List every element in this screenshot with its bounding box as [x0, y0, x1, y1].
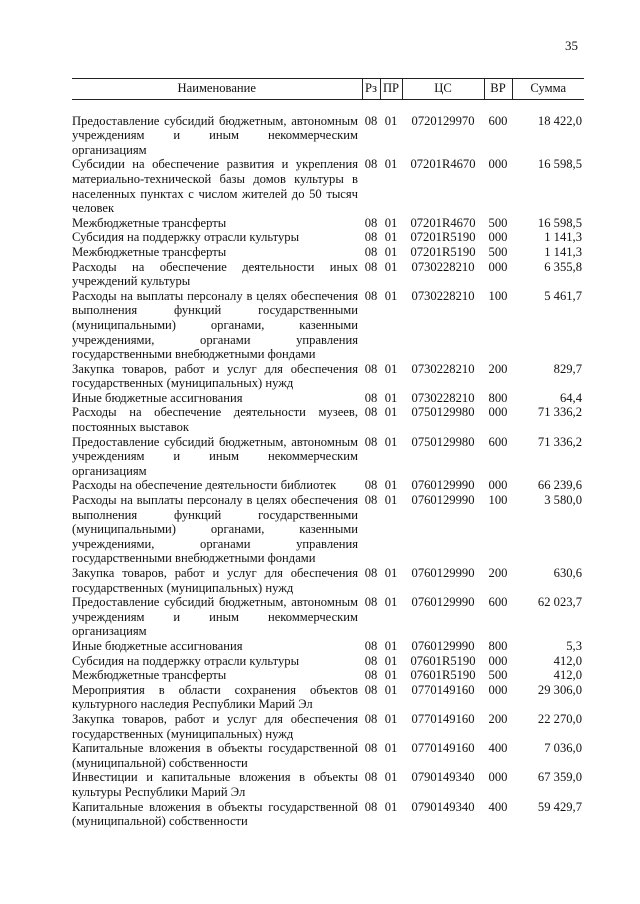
cell-name: Межбюджетные трансферты	[72, 668, 227, 683]
cell-pr: 01	[384, 638, 398, 653]
cell-rz: 08	[364, 230, 378, 245]
cell-vr: 800	[488, 638, 508, 653]
cell-cs: 0760129990	[411, 566, 475, 580]
cell-sum: 16 598,5	[537, 215, 582, 230]
cell-name: Капитальные вложения в объекты государственной (муниципальной) собственности	[72, 799, 358, 829]
cell-sum: 5 461,7	[544, 288, 582, 303]
cell-vr: 000	[488, 259, 508, 274]
cell-rz: 08	[364, 434, 378, 449]
table-row	[72, 478, 584, 493]
cell-name: Закупка товаров, работ и услуг для обеспечения государственных (муниципальных) нужд	[72, 361, 358, 391]
cell-sum: 59 429,7	[537, 799, 582, 814]
cell-vr: 000	[488, 653, 508, 668]
cell-vr: 100	[488, 493, 508, 508]
table-row	[72, 230, 584, 245]
cell-vr: 500	[488, 668, 508, 683]
table-row	[72, 668, 584, 683]
table-row	[72, 245, 584, 260]
cell-sum: 5,3	[566, 638, 582, 653]
table-row	[72, 595, 584, 639]
table-row	[72, 99, 584, 157]
cell-name: Предоставление субсидий бюджетным, автономным учреждениям и иным некоммерческим организациям	[72, 113, 358, 157]
cell-rz: 08	[364, 157, 378, 172]
header-vr: ВР	[484, 79, 512, 100]
cell-name: Мероприятия в области сохранения объектов культурного наследия Республики Марий Эл	[72, 682, 358, 712]
table-row	[72, 683, 584, 712]
cell-sum: 22 270,0	[537, 711, 582, 726]
cell-cs: 0730228210	[411, 288, 475, 303]
cell-name: Межбюджетные трансферты	[72, 244, 227, 259]
cell-sum: 412,0	[553, 668, 582, 683]
cell-name: Расходы на обеспечение деятельности иных учреждений культуры	[72, 259, 358, 289]
cell-sum: 67 359,0	[537, 770, 582, 785]
cell-pr: 01	[384, 434, 398, 449]
cell-sum: 829,7	[553, 361, 582, 376]
cell-rz: 08	[364, 288, 378, 303]
table-body	[72, 99, 584, 829]
cell-vr: 000	[488, 770, 508, 785]
cell-cs: 0790149340	[411, 799, 475, 814]
cell-name: Предоставление субсидий бюджетным, автономным учреждениям и иным некоммерческим организациям	[72, 595, 358, 639]
cell-rz: 08	[364, 361, 378, 376]
cell-name: Расходы на выплаты персоналу в целях обеспечения выполнения функций государственными (муниципальными) органами, казенными учреждениями, органами управления государственными внебюджетными фондами	[72, 288, 358, 362]
table-row	[72, 216, 584, 231]
table-row	[72, 654, 584, 669]
cell-name: Субсидии на обеспечение развития и укрепления материально-технической базы домов культуры в населенных пунктах с числом жителей до 50 тысяч человек	[72, 157, 358, 216]
cell-cs: 0760129990	[411, 478, 475, 493]
table-row	[72, 260, 584, 289]
table-row	[72, 289, 584, 362]
cell-name: Иные бюджетные ассигнования	[72, 390, 243, 405]
cell-pr: 01	[384, 711, 398, 726]
cell-rz: 08	[364, 259, 378, 274]
cell-pr: 01	[384, 566, 398, 580]
cell-sum: 3 580,0	[544, 493, 582, 508]
cell-sum: 6 355,8	[544, 259, 582, 274]
cell-vr: 500	[488, 244, 508, 259]
cell-pr: 01	[384, 157, 398, 172]
cell-vr: 500	[488, 215, 508, 230]
header-rz: Рз	[362, 79, 380, 100]
cell-cs: 07601R5190	[410, 668, 476, 683]
cell-rz: 08	[364, 668, 378, 683]
cell-pr: 01	[384, 113, 398, 128]
cell-cs: 07201R4670	[410, 215, 476, 230]
cell-sum: 630,6	[553, 566, 582, 580]
page-number: 35	[565, 38, 578, 53]
cell-pr: 01	[384, 478, 398, 493]
cell-name: Предоставление субсидий бюджетным, автономным учреждениям и иным некоммерческим организациям	[72, 434, 358, 478]
cell-pr: 01	[384, 682, 398, 697]
cell-name: Закупка товаров, работ и услуг для обеспечения государственных (муниципальных) нужд	[72, 566, 358, 595]
cell-rz: 08	[364, 682, 378, 697]
table-row	[72, 362, 584, 391]
cell-vr: 200	[488, 711, 508, 726]
cell-pr: 01	[384, 668, 398, 683]
cell-vr: 100	[488, 288, 508, 303]
cell-vr: 000	[488, 230, 508, 245]
cell-pr: 01	[384, 215, 398, 230]
table-row	[72, 639, 584, 654]
cell-vr: 000	[488, 157, 508, 172]
cell-cs: 07601R5190	[410, 653, 476, 668]
cell-name: Расходы на выплаты персоналу в целях обеспечения выполнения функций государственными (муниципальными) органами, казенными учреждениями, органами управления государственными внебюджетными фондами	[72, 493, 358, 566]
cell-pr: 01	[384, 259, 398, 274]
cell-pr: 01	[384, 741, 398, 756]
cell-rz: 08	[364, 478, 378, 493]
cell-sum: 1 141,3	[544, 230, 582, 245]
cell-rz: 08	[364, 113, 378, 128]
cell-pr: 01	[384, 230, 398, 245]
cell-pr: 01	[384, 799, 398, 814]
cell-cs: 0750129980	[411, 434, 475, 449]
cell-vr: 000	[488, 478, 508, 493]
header-sum: Сумма	[512, 79, 584, 100]
cell-rz: 08	[364, 770, 378, 785]
cell-sum: 62 023,7	[537, 595, 582, 610]
cell-rz: 08	[364, 215, 378, 230]
cell-name: Межбюджетные трансферты	[72, 215, 227, 230]
cell-sum: 29 306,0	[537, 682, 582, 697]
cell-cs: 0730228210	[411, 390, 475, 405]
cell-vr: 600	[488, 113, 508, 128]
cell-cs: 0760129990	[411, 493, 475, 508]
cell-vr: 200	[488, 566, 508, 580]
cell-sum: 66 239,6	[537, 478, 582, 493]
cell-name: Закупка товаров, работ и услуг для обеспечения государственных (муниципальных) нужд	[72, 711, 358, 741]
cell-pr: 01	[384, 653, 398, 668]
cell-pr: 01	[384, 493, 398, 508]
table-row	[72, 712, 584, 741]
cell-rz: 08	[364, 244, 378, 259]
table-row	[72, 493, 584, 566]
cell-pr: 01	[384, 390, 398, 405]
cell-sum: 18 422,0	[537, 113, 582, 128]
cell-cs: 07201R4670	[410, 157, 476, 172]
cell-name: Расходы на обеспечение деятельности музеев, постоянных выставок	[72, 405, 358, 435]
cell-cs: 0730228210	[411, 259, 475, 274]
table-row	[72, 741, 584, 770]
cell-sum: 16 598,5	[537, 157, 582, 172]
table-row	[72, 435, 584, 479]
cell-cs: 0730228210	[411, 361, 475, 376]
cell-rz: 08	[364, 595, 378, 610]
table-row	[72, 770, 584, 799]
cell-cs: 07201R5190	[410, 230, 476, 245]
table-row	[72, 157, 584, 215]
cell-cs: 0770149160	[411, 711, 475, 726]
cell-name: Иные бюджетные ассигнования	[72, 638, 243, 653]
table-row	[72, 566, 584, 595]
cell-rz: 08	[364, 638, 378, 653]
cell-vr: 000	[488, 405, 508, 420]
cell-cs: 0760129990	[411, 595, 475, 610]
cell-vr: 400	[488, 799, 508, 814]
cell-sum: 64,4	[559, 390, 582, 405]
header-cs: ЦС	[402, 79, 484, 100]
cell-name: Субсидия на поддержку отрасли культуры	[72, 230, 300, 245]
cell-cs: 0770149160	[411, 741, 475, 756]
table-header	[72, 79, 584, 100]
cell-vr: 600	[488, 595, 508, 610]
cell-cs: 0790149340	[411, 770, 475, 785]
table-row	[72, 800, 584, 829]
cell-rz: 08	[364, 653, 378, 668]
cell-rz: 08	[364, 390, 378, 405]
cell-sum: 1 141,3	[544, 244, 582, 259]
table-row	[72, 391, 584, 406]
header-name: Наименование	[72, 79, 362, 100]
cell-rz: 08	[364, 711, 378, 726]
cell-cs: 0750129980	[411, 405, 475, 420]
cell-sum: 71 336,2	[537, 434, 582, 449]
cell-vr: 600	[488, 434, 508, 449]
budget-table	[72, 78, 584, 829]
cell-name: Субсидия на поддержку отрасли культуры	[72, 653, 300, 668]
cell-vr: 000	[488, 682, 508, 697]
cell-vr: 200	[488, 361, 508, 376]
cell-name: Инвестиции и капитальные вложения в объекты культуры Республики Марий Эл	[72, 770, 358, 799]
cell-pr: 01	[384, 244, 398, 259]
cell-vr: 800	[488, 390, 508, 405]
cell-pr: 01	[384, 595, 398, 610]
cell-rz: 08	[364, 405, 378, 420]
cell-cs: 0720129970	[411, 113, 475, 128]
cell-rz: 08	[364, 493, 378, 508]
cell-cs: 07201R5190	[410, 244, 476, 259]
cell-rz: 08	[364, 799, 378, 814]
cell-name: Капитальные вложения в объекты государственной (муниципальной) собственности	[72, 741, 358, 770]
cell-vr: 400	[488, 741, 508, 756]
cell-rz: 08	[364, 741, 378, 756]
cell-cs: 0760129990	[411, 638, 475, 653]
cell-name: Расходы на обеспечение деятельности библиотек	[72, 478, 337, 493]
cell-rz: 08	[364, 566, 378, 580]
cell-cs: 0770149160	[411, 682, 475, 697]
cell-sum: 71 336,2	[537, 405, 582, 420]
cell-sum: 7 036,0	[544, 741, 582, 756]
header-pr: ПР	[380, 79, 402, 100]
table-row	[72, 405, 584, 434]
cell-pr: 01	[384, 361, 398, 376]
cell-pr: 01	[384, 288, 398, 303]
cell-pr: 01	[384, 770, 398, 785]
cell-sum: 412,0	[553, 653, 582, 668]
cell-pr: 01	[384, 405, 398, 420]
